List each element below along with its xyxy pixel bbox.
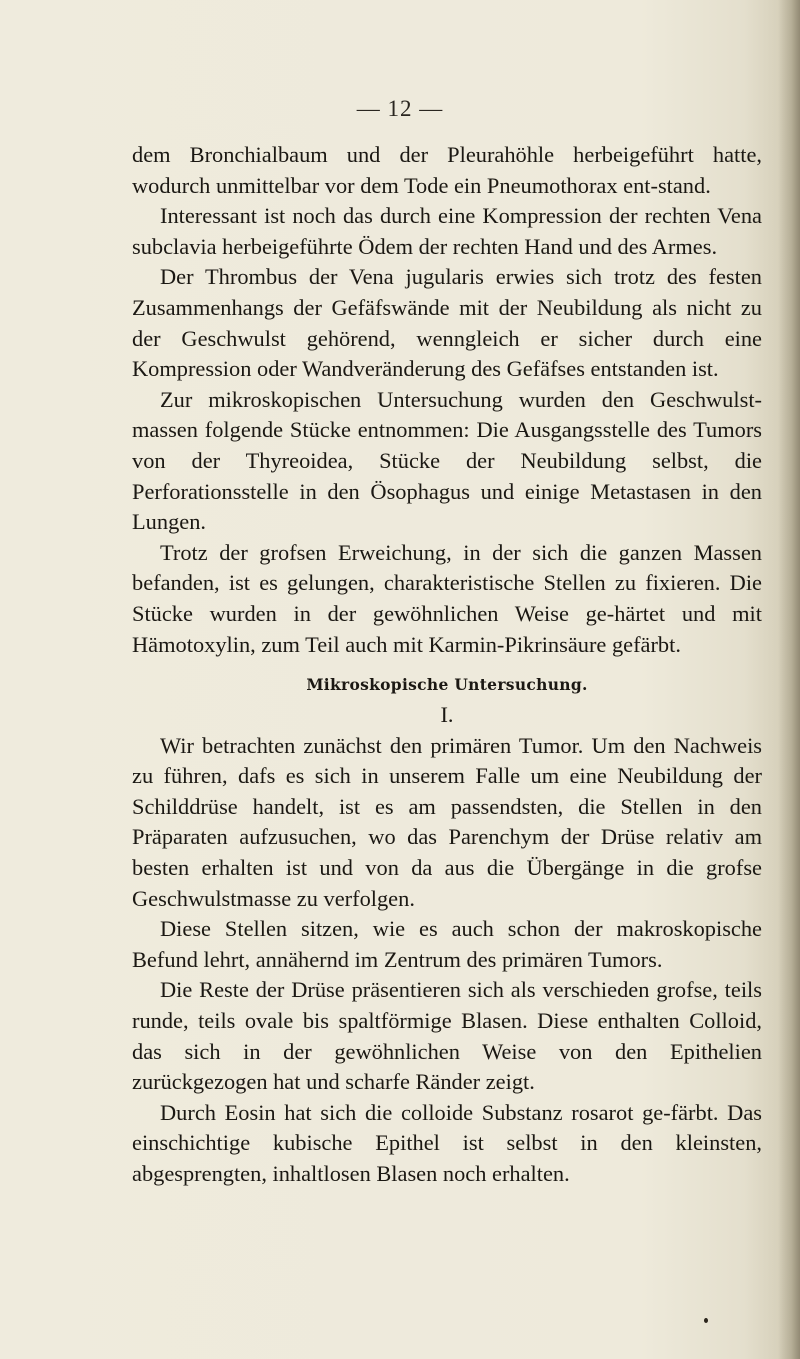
page-edge-shadow	[778, 0, 800, 1359]
section-heading: Mikroskopische Untersuchung.	[306, 675, 588, 695]
paragraph: Trotz der grofsen Erweichung, in der sich die ganzen Massen befanden, ist es gelungen, charakteristische Stellen zu fixieren. Die Stücke wurden in der gewöhnlichen Weise ge-härtet und mit Hämotoxylin, zum Teil auch mit Karmin-Pikrinsäure gefärbt.	[132, 539, 762, 657]
paragraph: Die Reste der Drüse präsentieren sich als verschieden grofse, teils runde, teils ovale bis spaltförmige Blasen. Diese enthalten Colloid, das sich in der gewöhnlichen Weise von den Epithelien zurückgezogen hat und scharfe Ränder zeigt.	[132, 977, 762, 1095]
paragraph: Zur mikroskopischen Untersuchung wurden den Geschwulst-massen folgende Stücke entnommen: Die Ausgangsstelle des Tumors von der Thyreoidea, Stücke der Neubildung selbst, die Perforationsstelle in den Ösophagus und einige Metastasen in den Lungen.	[132, 386, 762, 535]
page-number: — 12 —	[356, 96, 444, 121]
paragraph: dem Bronchialbaum und der Pleurahöhle herbeigeführt hatte, wodurch unmittelbar vor dem Tode ein Pneumothorax ent-stand.	[132, 142, 762, 198]
section-numeral: I.	[440, 702, 454, 728]
body-text	[132, 140, 762, 1190]
paragraph: Der Thrombus der Vena jugularis erwies sich trotz des festen Zusammenhangs der Gefäfswände mit der Neubildung als nicht zu der Geschwulst gehörend, wenngleich er sicher durch eine Kompression oder Wandveränderung des Gefäfses entstanden ist.	[132, 264, 762, 382]
paragraph: Durch Eosin hat sich die colloide Substanz rosarot ge-färbt. Das einschichtige kubische Epithel ist selbst in den kleinsten, abgesprengten, inhaltlosen Blasen noch erhalten.	[132, 1099, 762, 1186]
paragraph: Interessant ist noch das durch eine Kompression der rechten Vena subclavia herbeigeführte Ödem der rechten Hand und des Armes.	[132, 203, 762, 259]
ink-speck	[704, 1318, 708, 1323]
paragraph: Diese Stellen sitzen, wie es auch schon der makroskopische Befund lehrt, annähernd im Zentrum des primären Tumors.	[132, 916, 762, 972]
paragraph: Wir betrachten zunächst den primären Tumor. Um den Nachweis zu führen, dafs es sich in unserem Falle um eine Neubildung der Schilddrüse handelt, ist es am passendsten, die Stellen in den Präparaten aufzusuchen, wo das Parenchym der Drüse relativ am besten erhalten ist und von da aus die Übergänge in die grofse Geschwulstmasse zu verfolgen.	[132, 732, 762, 911]
